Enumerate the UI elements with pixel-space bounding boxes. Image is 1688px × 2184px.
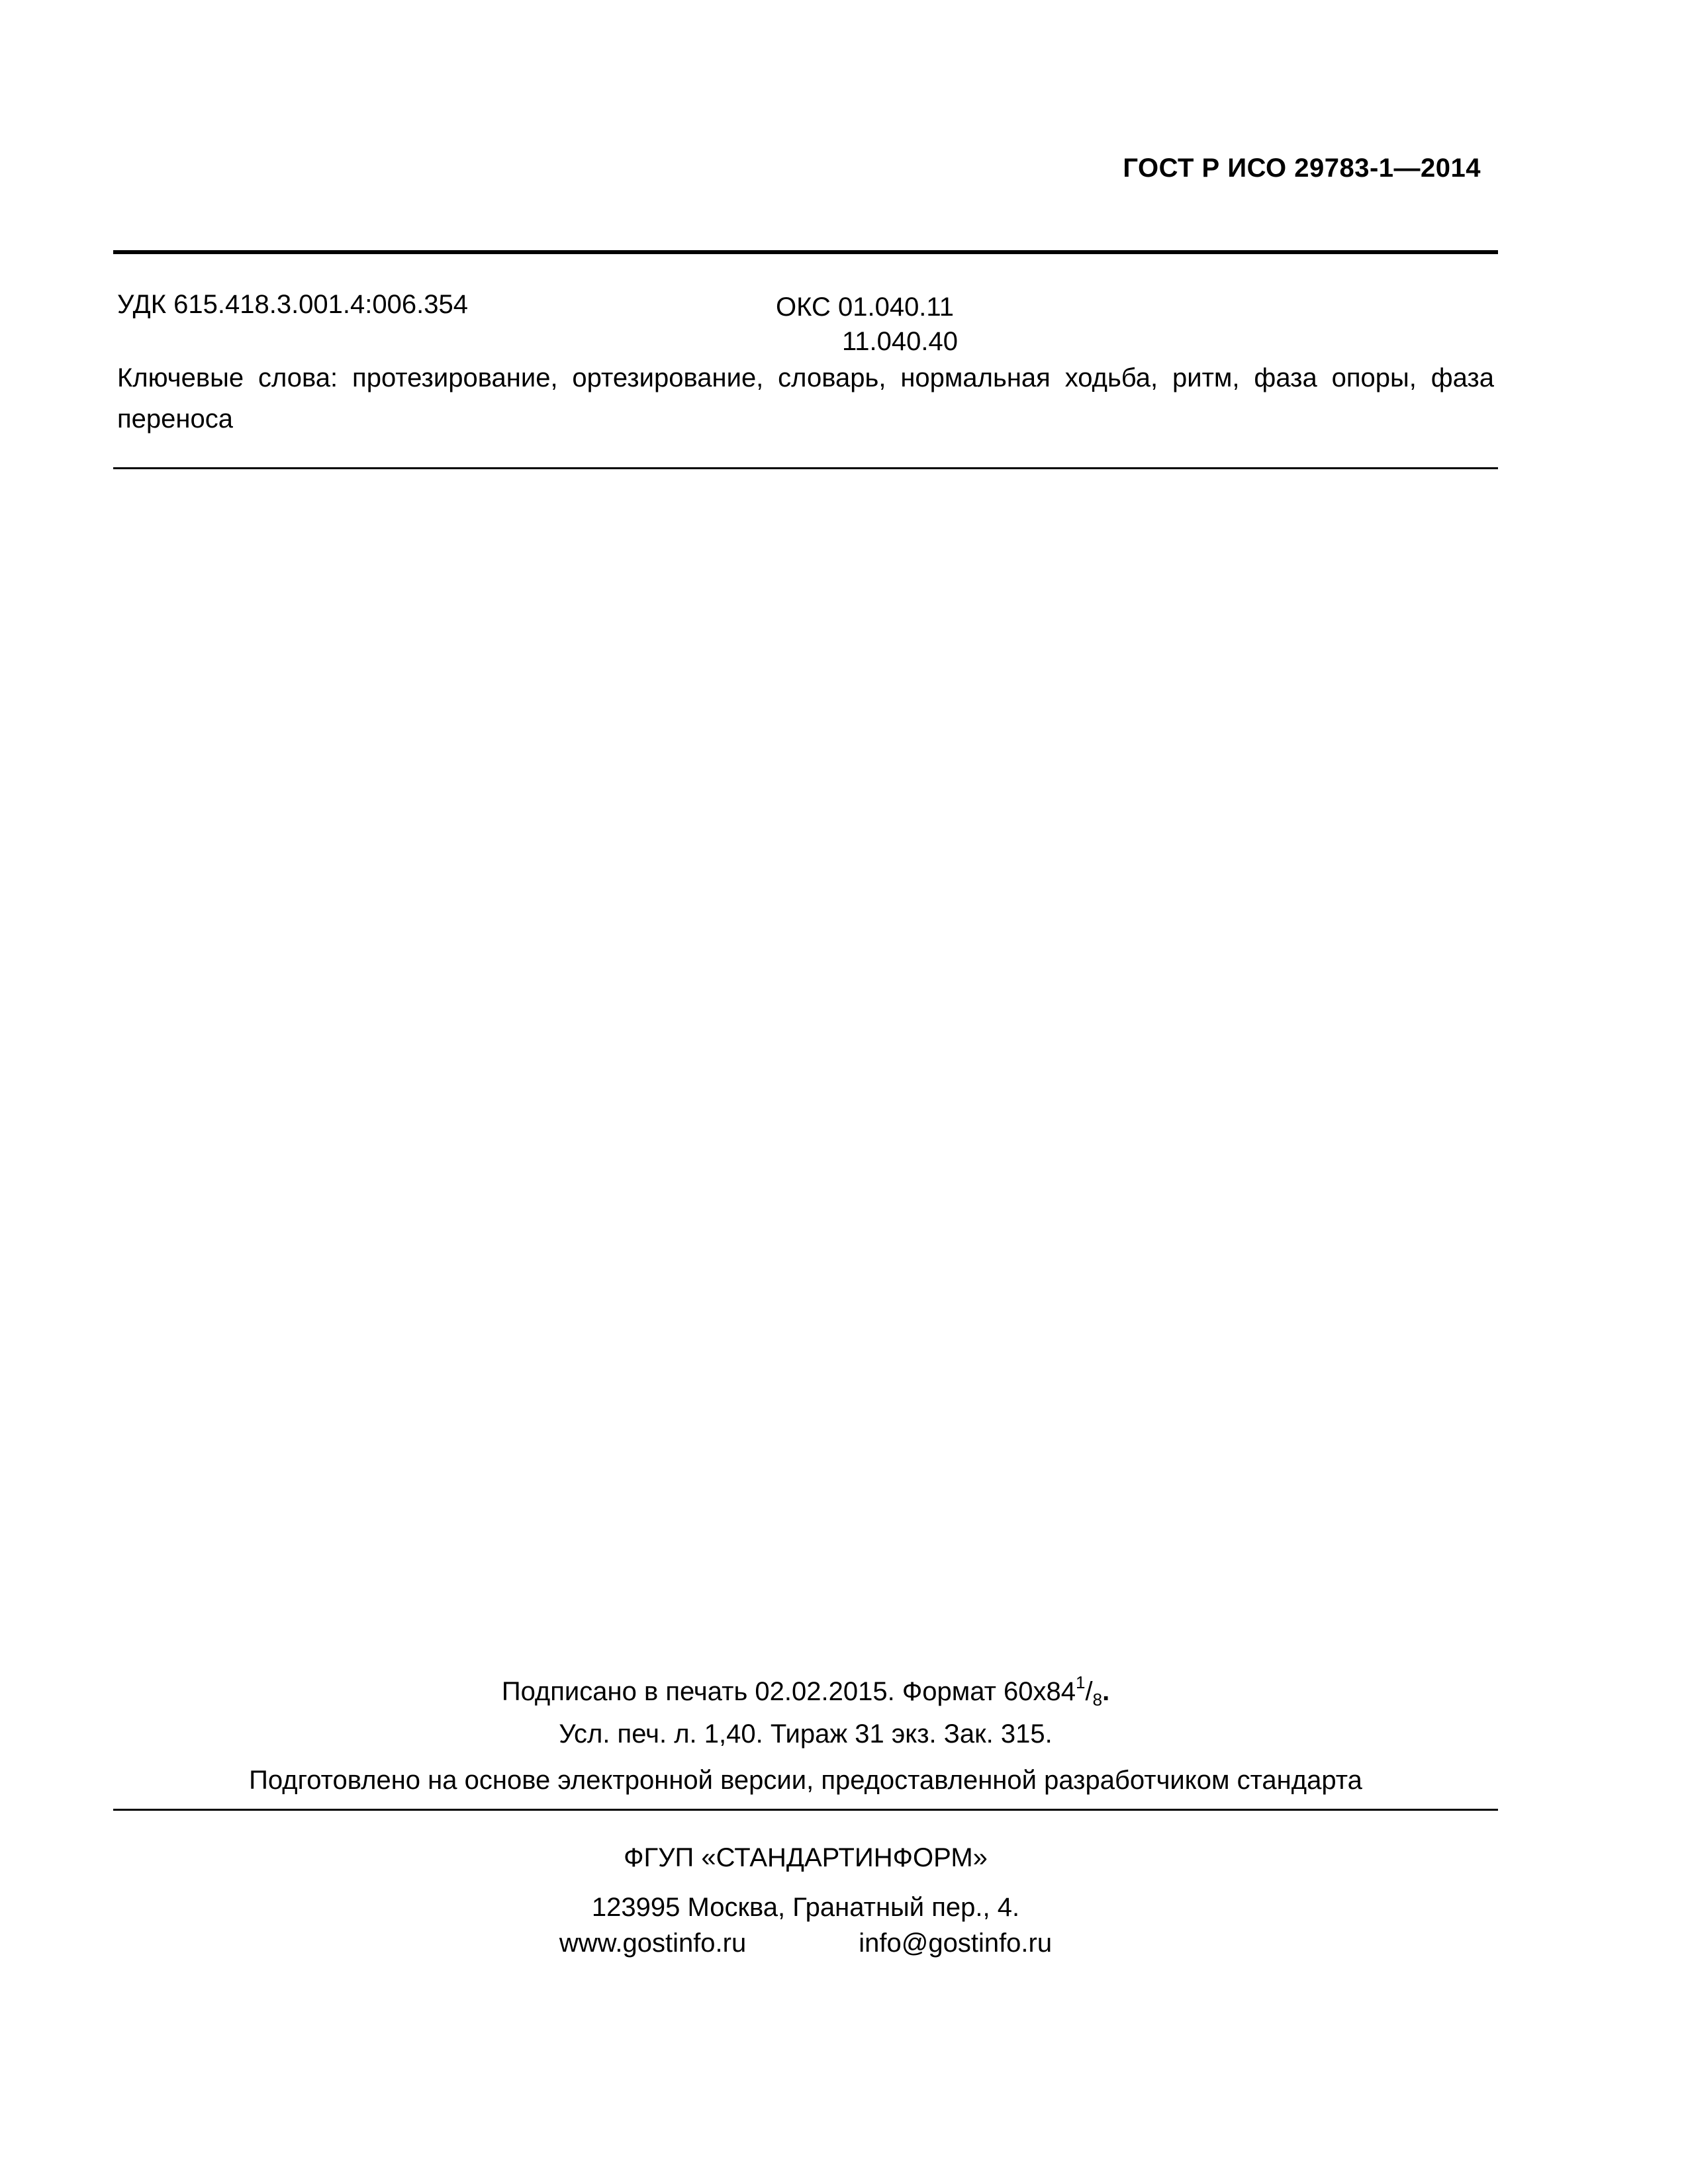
- udk-code: УДК 615.418.3.001.4:006.354: [117, 290, 468, 319]
- print-info-line: Усл. печ. л. 1,40. Тираж 31 экз. Зак. 315.: [559, 1719, 1053, 1749]
- signed-prefix: Подписано в печать 02.02.2015. Формат 60x84: [501, 1677, 1076, 1706]
- document-number: ГОСТ Р ИСО 29783-1—2014: [1123, 154, 1481, 183]
- oks-codes: [776, 290, 958, 359]
- signed-for-print-line: [113, 1672, 1498, 1710]
- oks-code-line1: ОКС 01.040.11: [776, 293, 954, 322]
- email-link[interactable]: info@gostinfo.ru: [859, 1929, 1053, 1958]
- signed-suffix: .: [1102, 1677, 1110, 1706]
- format-slash: /: [1085, 1677, 1093, 1706]
- imprint-divider: [113, 1809, 1498, 1811]
- prepared-note: Подготовлено на основе электронной версии, предоставленной разработчиком стандарта: [249, 1766, 1362, 1795]
- oks-code-line2: 11.040.40: [842, 327, 958, 356]
- publisher-contacts: [113, 1929, 1498, 1958]
- header-divider-thick: [113, 250, 1498, 254]
- publisher-name: ФГУП «СТАНДАРТИНФОРМ»: [624, 1843, 988, 1872]
- website-link[interactable]: www.gostinfo.ru: [559, 1929, 747, 1958]
- format-numerator: 1: [1076, 1672, 1086, 1692]
- keywords-divider: [113, 467, 1498, 469]
- keywords-paragraph: Ключевые слова: протезирование, ортезирование, словарь, нормальная ходьба, ритм, фаза опоры, фаза переноса: [117, 363, 1494, 433]
- format-denominator: 8: [1092, 1690, 1103, 1709]
- publisher-address: 123995 Москва, Гранатный пер., 4.: [591, 1893, 1020, 1922]
